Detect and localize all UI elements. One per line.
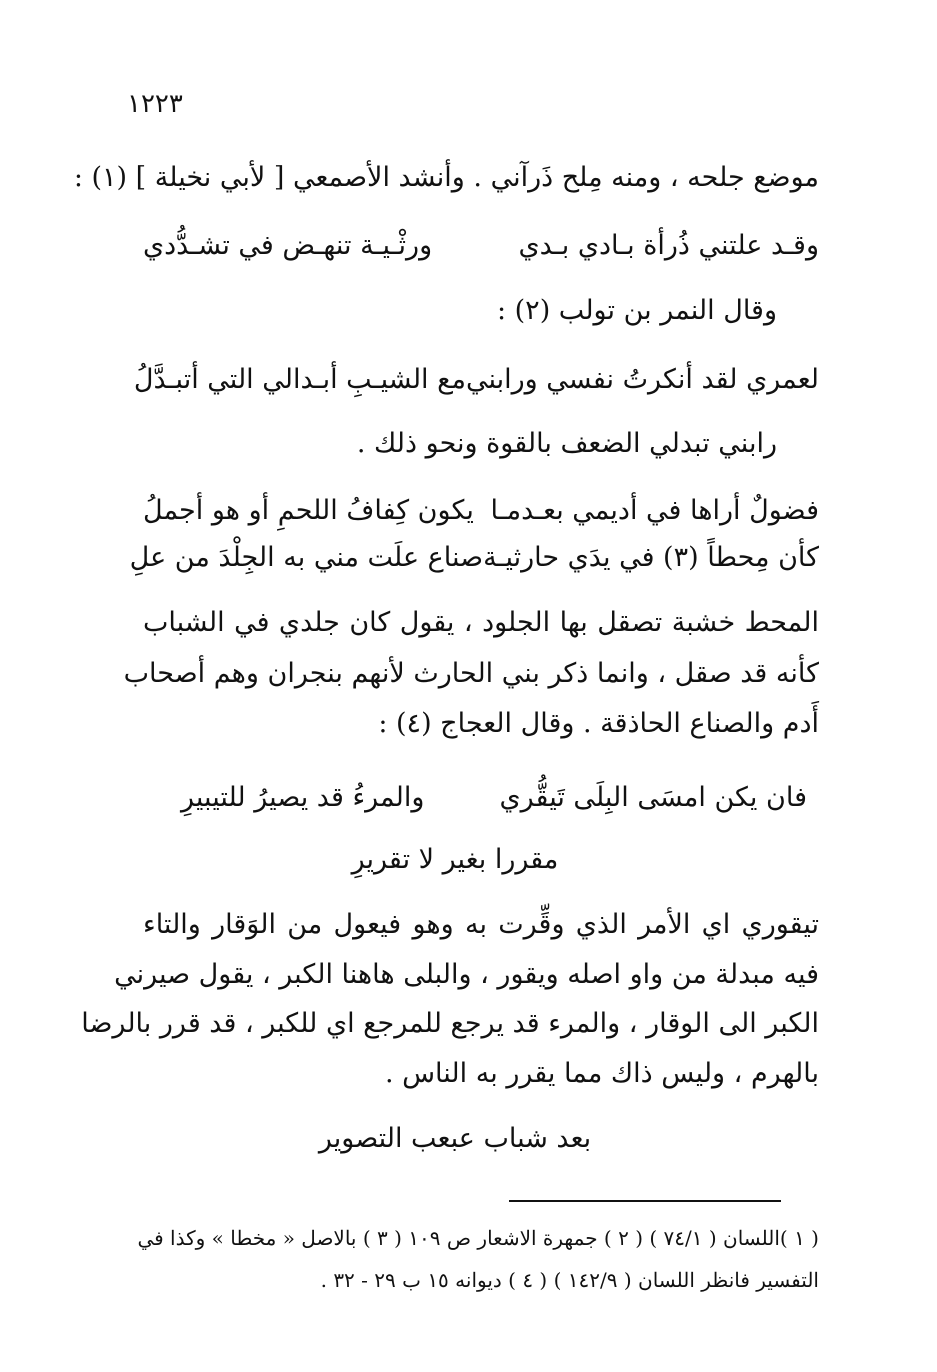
footnote-line: ( ١ )اللسان ( ٧٤/١ ) ( ٢ ) جمهرة الاشعار ص ١٠٩ ( ٣ ) بالاصل « مخطا » وكذا في: [137, 1226, 819, 1250]
footnote-divider: [509, 1200, 781, 1202]
prose-line: المحط خشبة تصقل بها الجلود ، يقول كان جلدي في الشباب: [143, 607, 819, 638]
prose-line: فيه مبدلة من واو اصله ويقور ، والبلى هاهنا الكبر ، يقول صيرني: [114, 959, 819, 990]
verse-hemistich-second: ورثْـيـة تنهـض في تشـدُّدي: [143, 230, 433, 261]
verse-line: [143, 493, 819, 529]
verse-line: [133, 362, 819, 398]
verse-hemistich-first: كأن مِحطاً (٣) في يدَي حارثيـة: [483, 542, 819, 573]
prose-line: رابني تبدلي الضعف بالقوة ونحو ذلك .: [356, 428, 777, 459]
verse-hemistich-first: وقـد علتني ذُرأة بـادي بـدي: [518, 230, 819, 261]
verse-line: [143, 228, 819, 264]
prose-line: كأنه قد صقل ، وانما ذكر بني الحارث لأنهم بنجران وهم أصحاب: [123, 658, 819, 689]
prose-line: الكبر الى الوقار ، والمرء قد يرجع للمرجع اي للكبر ، قد قرر بالرضا: [81, 1008, 819, 1039]
footnote-line: التفسير فانظر اللسان ( ١٤٢/٩ ) ( ٤ ) ديوانه ١٥ ب ٢٩ - ٣٢ .: [320, 1268, 819, 1292]
end-note-line: بعد شباب عبعب التصوير: [318, 1123, 592, 1154]
verse-hemistich-second: صناع علَت مني به الجِلْدَ من علِ: [129, 542, 484, 573]
verse-line-centered: مقررا بغير لا تقريرِ: [351, 844, 559, 875]
verse-line: [129, 540, 819, 576]
verse-hemistich-first: لعمري لقد أنكرتُ نفسي ورابني: [465, 364, 819, 395]
verse-hemistich-first: فضولٌ أراها في أديمي بعـدمـا: [490, 495, 819, 526]
verse-hemistich-second: يكون كِفافُ اللحمِ أو هو أجملُ: [143, 495, 474, 526]
prose-line: بالهرم ، وليس ذاك مما يقرر به الناس .: [384, 1058, 819, 1089]
verse-line: [181, 780, 807, 816]
prose-line: وقال النمر بن تولب (٢) :: [496, 295, 777, 326]
prose-line: تيقوري اي الأمر الذي وقِّرت به وهو فيعول من الوَقار والتاء: [143, 909, 819, 940]
verse-hemistich-first: فان يكن امسَى البِلَى تَيقُّري: [499, 782, 807, 813]
prose-line: أَدم والصناع الحاذقة . وقال العجاج (٤) :: [378, 708, 819, 739]
page-number: ١٢٢٣: [127, 89, 183, 119]
verse-hemistich-second: والمرءُ قد يصيرُ للتيبيرِ: [181, 782, 425, 813]
prose-line: موضع جلحه ، ومنه مِلح ذَرآني . وأنشد الأصمعي [ لأبي نخيلة ] (١) :: [73, 162, 819, 193]
verse-hemistich-second: مع الشيـبِ أبـدالي التي أتبـدَّلُ: [133, 364, 466, 395]
